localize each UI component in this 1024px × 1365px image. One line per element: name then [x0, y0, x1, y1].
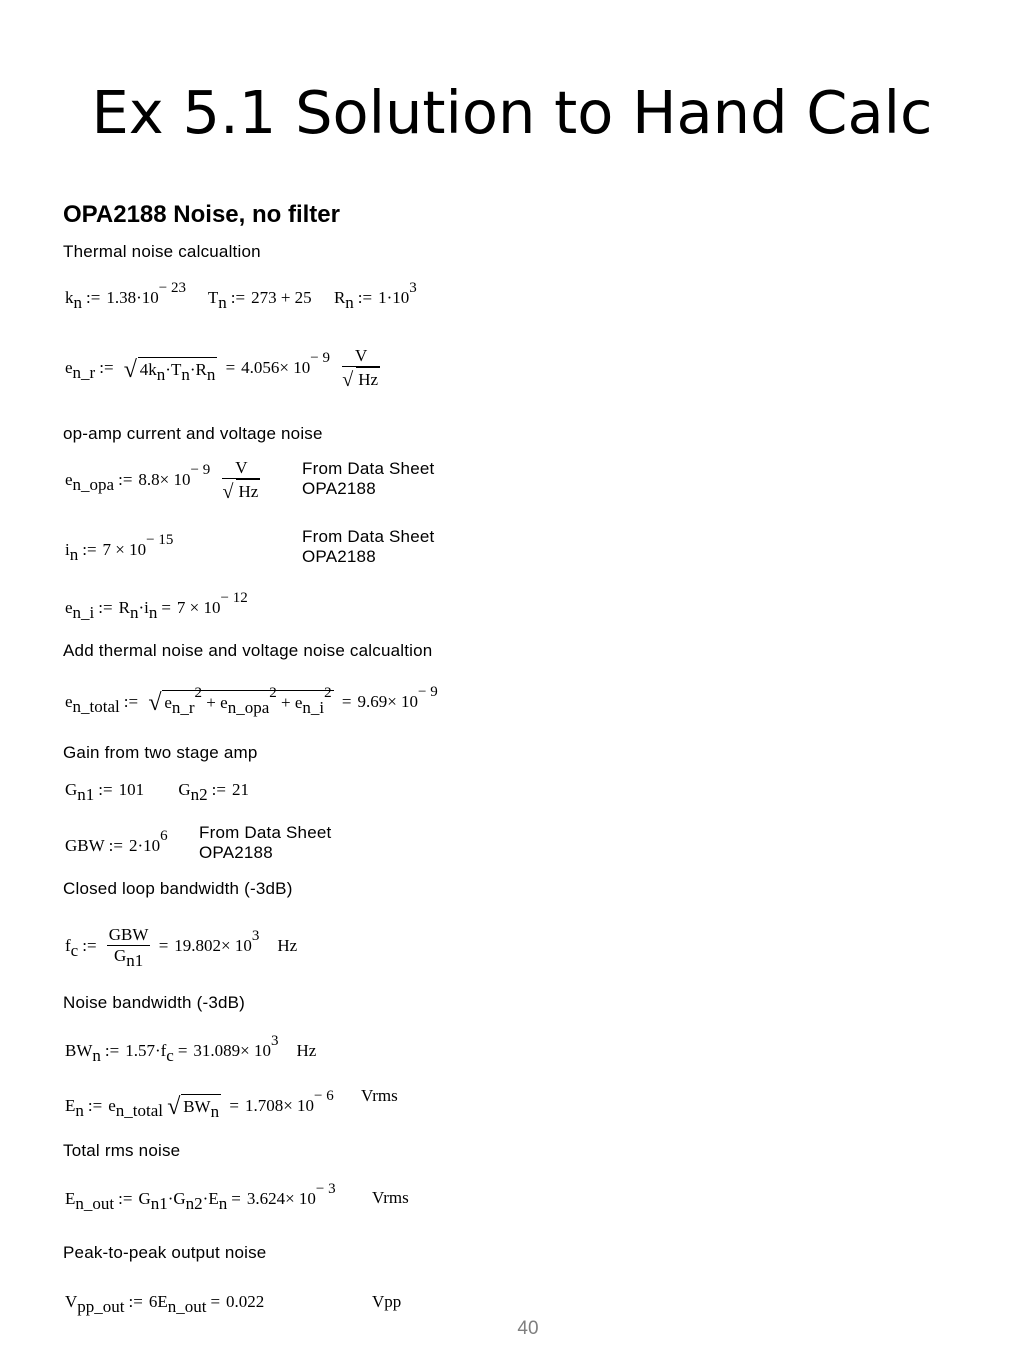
- unit-vrms-1: Vrms: [361, 1086, 398, 1105]
- datasheet-note-2: From Data Sheet OPA2188: [302, 527, 435, 566]
- unit-v: V: [342, 346, 380, 367]
- eq-gbw: GBW := $2\cdot 10^6$: [65, 828, 168, 855]
- datasheet-note-1: From Data Sheet OPA2188: [302, 459, 435, 498]
- label-opamp: op-amp current and voltage noise: [63, 424, 323, 443]
- datasheet-note-3: From Data Sheet OPA2188: [199, 823, 332, 862]
- eq-en-opa: $e_{n\_opa}$ := $8.8\times 10^{- 9}$ V √ Hz: [65, 458, 259, 503]
- eq-en-out: $E_{n\_out}$ := $G_{n1}\cdot G_{n2}\cdot E_n = 3.624\times 10^{- 3}$: [65, 1181, 336, 1213]
- unit-hz: Hz: [356, 367, 380, 390]
- eq-in: $i_n$ := $7 \times 10^{- 15}$: [65, 532, 174, 564]
- eq-bwn: $BW_n$ := $1.57\cdot f_c = 31.089\times 10^3$ Hz: [65, 1033, 317, 1065]
- label-closed-loop: Closed loop bandwidth (-3dB): [63, 879, 293, 898]
- page-number: 40: [517, 1318, 539, 1339]
- eq-constants: $k_n$ := $1.38\cdot 10^{- 23}$ $T_n$ := 273 + 25 $R_n$ := $1\cdot 10^3$: [65, 280, 417, 312]
- eq-en-i: $e_{n\_i}$ := $R_n\cdot i_n = 7 \times 10^{- 12}$: [65, 590, 248, 622]
- eq-en-total: $e_{n\_total}$ := √ $e_{n\_r}^2 + e_{n\_opa}^2 + e_{n\_i}^2 = 9.69\times 10^{- 9}$: [65, 683, 438, 717]
- unit-vrms-2: Vrms: [372, 1188, 409, 1207]
- slide-title: Ex 5.1 Solution to Hand Calc: [91, 78, 933, 147]
- eq-fc: $f_c$ := $\frac{\text{GBW}}{G_{n1}}$ = $19.802\times 10^3$ Hz: [65, 925, 298, 970]
- label-noise-bw: Noise bandwidth (-3dB): [63, 993, 246, 1012]
- eq-gains: $G_{n1}$ := 101 $G_{n2}$ := 21: [65, 780, 249, 804]
- unit-vpp: Vpp: [372, 1292, 402, 1311]
- label-thermal: Thermal noise calcualtion: [63, 242, 261, 261]
- result-en-r: 4.056× 10: [241, 358, 311, 377]
- label-total-rms: Total rms noise: [63, 1141, 181, 1160]
- section-heading: OPA2188 Noise, no filter: [63, 201, 340, 228]
- label-peak-to-peak: Peak-to-peak output noise: [63, 1243, 267, 1262]
- label-add: Add thermal noise and voltage noise calcualtion: [63, 641, 433, 660]
- label-gain: Gain from two stage amp: [63, 743, 258, 762]
- eq-en-r: $e_{n\_r}$ := √ $4k_n\cdot T_n\cdot R_n = 4.056\times 10^{- 9}$ V √ Hz: [65, 346, 379, 391]
- result-en-r-exp: − 9: [310, 350, 330, 366]
- eq-En: $E_n$ := $e_{n\_total}$ √ $BW_n = 1.708\times 10^{- 6}$: [65, 1087, 334, 1121]
- eq-vpp-out: $V_{pp\_out}$ := $6E_{n\_out} = 0.022$: [65, 1292, 265, 1316]
